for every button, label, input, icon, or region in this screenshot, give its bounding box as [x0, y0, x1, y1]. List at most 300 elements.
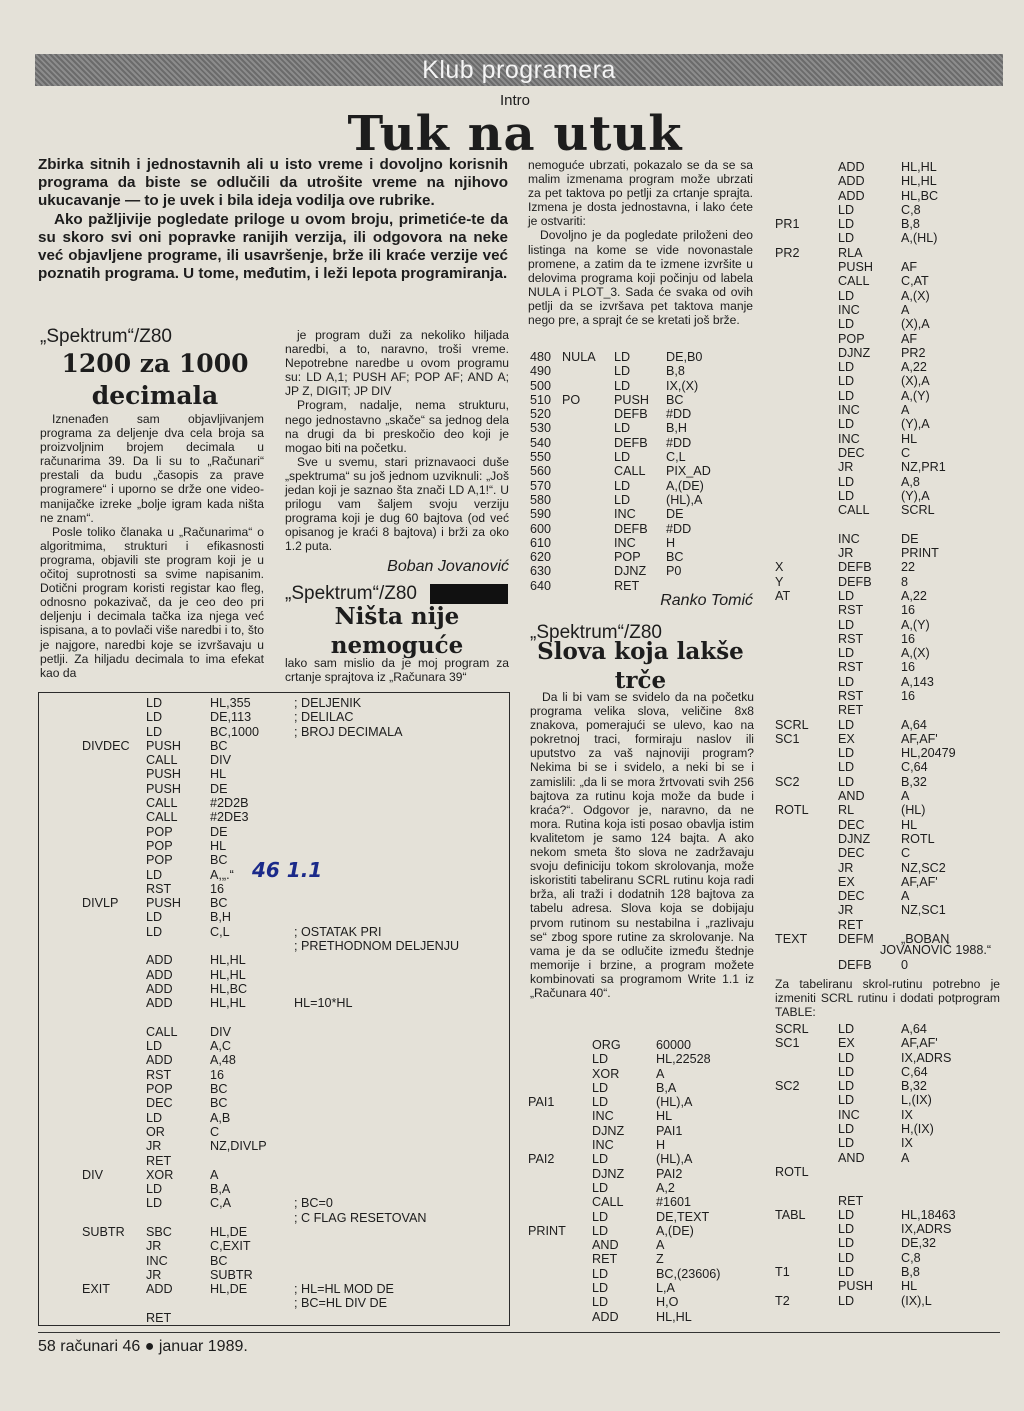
code-cell: LD: [146, 1182, 163, 1197]
code-cell: POP: [146, 1082, 173, 1097]
code-cell: LD: [838, 417, 855, 432]
code-cell: DEFB: [838, 560, 872, 575]
code-cell: 16: [901, 603, 916, 618]
code-cell: 16: [210, 881, 225, 896]
code-cell: LD: [838, 317, 855, 332]
redaction-box: [430, 584, 508, 604]
code-cell: RET: [838, 917, 864, 932]
code-cell: A,(Y): [901, 388, 930, 403]
code-cell: A,(HL): [901, 231, 938, 246]
code-cell: DE: [666, 507, 684, 522]
article1-paragraph: Sve u svemu, stari priznavaoci duše „spektruma“ su još jednom uzviknuli: „Još jedan koji je saznao šta znači LD A,1!“. U prilogu vam šaljem svoju verziju programa koji je dug 60 bajtova (od već opisanog je kraći 8 bajtova) i brži za oko 1.2 puta.: [285, 454, 509, 554]
code-cell: LD: [838, 374, 855, 389]
code-line: [775, 1194, 1000, 1208]
code-cell: B,A: [210, 1182, 231, 1197]
code-cell: PAI1: [528, 1095, 555, 1110]
page-footer: 58 računari 46 ● januar 1989.: [38, 1338, 248, 1355]
code-cell: DE: [210, 824, 228, 839]
code-cell: NZ,SC2: [901, 860, 946, 875]
code-cell: 16: [210, 1067, 225, 1082]
code-cell: #DD: [666, 435, 692, 450]
code-cell: A,(Y): [901, 617, 930, 632]
code-cell: DIV: [210, 1024, 231, 1039]
code-cell: LD: [838, 1250, 855, 1265]
code-cell: AF,AF': [901, 1036, 938, 1051]
code-cell: DEFB: [838, 574, 872, 589]
code-line: [82, 1096, 502, 1110]
code-line: [530, 1152, 755, 1166]
code-cell: A,22: [901, 588, 927, 603]
code-cell: XOR: [592, 1066, 620, 1081]
code-line: [775, 489, 1000, 503]
code-cell: H: [666, 535, 676, 550]
lead-paragraph: Zbirka sitnih i jednostavnih ali u isto vreme i dovoljno korisnih programa da biste se odlučili da utrošite vreme na njihovo ukucavanje — to je uvek i bila ideja vodilja ove rubrike.: [38, 156, 508, 210]
code-line: [82, 796, 502, 810]
code-cell: HL,355: [210, 696, 251, 710]
code-cell: A: [210, 1167, 219, 1182]
code-cell: EX: [838, 874, 855, 889]
code-cell: LD: [838, 360, 855, 375]
code-cell: DJNZ: [838, 831, 871, 846]
code-cell: DE,B0: [666, 350, 703, 364]
code-cell: ADD: [146, 996, 173, 1011]
article2-author: Ranko Tomić: [660, 592, 753, 609]
code-cell: BC: [210, 738, 228, 753]
code-line: [530, 1210, 755, 1224]
code-cell: A: [901, 403, 910, 418]
code-line: [82, 953, 502, 967]
code-cell: LD: [146, 910, 163, 925]
code-cell: HL: [210, 767, 227, 782]
code-line: [82, 839, 502, 853]
code-cell: SUBTR: [210, 1267, 253, 1282]
code-line: [530, 393, 755, 407]
code-cell: P0: [666, 564, 682, 579]
code-cell: DEFM: [838, 932, 874, 947]
code-cell: DE,113: [210, 710, 252, 725]
code-line: [530, 507, 755, 521]
code-cell: 550: [530, 450, 552, 465]
code-cell: INC: [838, 1107, 860, 1122]
code-cell: C,L: [210, 924, 230, 939]
code-cell: AF,AF': [901, 731, 938, 746]
code-line: [775, 846, 1000, 860]
code-line: [530, 436, 755, 450]
code-cell: DIV: [210, 753, 231, 768]
code-cell: LD: [146, 1196, 163, 1211]
code-cell: PR2: [901, 345, 926, 360]
code-cell: B,8: [901, 1265, 920, 1280]
code-line: [82, 925, 502, 939]
code-cell: 16: [901, 660, 916, 675]
lead-paragraph: Ako pažljivije pogledate priloge u ovom broju, primetiće-te da su skoro svi oni popravke ranijih verzija, ili odgovora na neke već objavljene programe, ili usavršenje, brže ili kraće verzije već poznatih programa. U tome, međutim, i leži lepota programiranja.: [38, 210, 508, 283]
code-cell: HL: [210, 838, 227, 853]
code-cell: OR: [146, 1124, 165, 1139]
code-cell: LD: [592, 1180, 609, 1195]
code-cell: ROTL: [901, 831, 935, 846]
code-cell: ROTL: [775, 1164, 809, 1179]
code-line: [82, 1125, 502, 1139]
code-cell: LD: [838, 1093, 855, 1108]
code-line: [82, 739, 502, 753]
code-cell: PRINT: [528, 1223, 566, 1238]
code-cell: 630: [530, 564, 552, 579]
code-line: [775, 1294, 1000, 1308]
code-cell: HL=10*HL: [294, 996, 353, 1011]
code-cell: PUSH: [838, 1279, 873, 1294]
code-cell: LD: [838, 617, 855, 632]
code-cell: POP: [146, 824, 173, 839]
article3-body: [530, 690, 754, 1000]
code-cell: RST: [838, 603, 864, 618]
code-cell: BC: [666, 550, 684, 565]
code-line: [775, 532, 1000, 546]
code-line: [775, 546, 1000, 560]
code-line: [775, 1279, 1000, 1293]
section-header: Klub programera: [422, 56, 616, 84]
code-line: [82, 1154, 502, 1168]
code-line: [82, 1082, 502, 1096]
code-cell: CALL: [146, 753, 178, 768]
code-cell: #2D2B: [210, 796, 249, 811]
code-line: [530, 1124, 755, 1138]
code-line: [775, 575, 1000, 589]
code-cell: CALL: [614, 464, 646, 479]
code-cell: HL,18463: [901, 1207, 956, 1222]
code-line: [775, 646, 1000, 660]
code-cell: HL,HL: [210, 967, 246, 982]
code-cell: LD: [838, 202, 855, 217]
code-cell: C,AT: [901, 274, 929, 289]
code-cell: LD: [592, 1209, 609, 1224]
code-cell: A: [901, 889, 910, 904]
code-cell: INC: [838, 531, 860, 546]
code-line: [775, 475, 1000, 489]
code-line: [530, 1109, 755, 1123]
code-line: [82, 782, 502, 796]
code-cell: 480: [530, 350, 552, 364]
code-cell: X: [775, 560, 784, 575]
code-cell: BC: [210, 896, 228, 911]
code-cell: XOR: [146, 1167, 174, 1182]
article1-paragraph: Program, nadalje, nema strukturu, nego jednostavno „skače“ sa jednog dela na drugi da bi preskočio deo koji je mogao biti na početku.: [285, 398, 509, 455]
code-line: [775, 332, 1000, 346]
code-cell: 620: [530, 550, 552, 565]
code-cell: RET: [146, 1310, 172, 1325]
code-line: [530, 479, 755, 493]
code-cell: A: [901, 302, 910, 317]
code-cell: ; DELILAC: [294, 710, 354, 725]
code-line: [530, 1224, 755, 1238]
code-cell: HL: [901, 431, 918, 446]
code-cell: LD: [838, 1293, 855, 1308]
article1-paragraph: je program duži za nekoliko hiljada naredbi, a to, naravno, troši vreme. Nepotrebne naredbe u ovom programu su: LD A,1; PUSH AF; POP AF; AND A; JP Z, DIGIT; JP DIV: [285, 328, 509, 399]
code-cell: NULA: [562, 350, 596, 364]
code-line: [775, 374, 1000, 388]
code-line: [775, 1165, 1000, 1179]
code-cell: LD: [838, 1022, 855, 1036]
code-line: [530, 536, 755, 550]
code-cell: A,48: [210, 1053, 236, 1068]
code-line: [82, 996, 502, 1010]
code-cell: LD: [838, 231, 855, 246]
code-line: [82, 1311, 502, 1325]
code-cell: PUSH: [146, 781, 181, 796]
code-cell: 580: [530, 492, 552, 507]
code-cell: JR: [838, 546, 854, 561]
code-cell: AF: [901, 260, 918, 275]
code-cell: C: [901, 846, 911, 861]
code-cell: LD: [146, 924, 163, 939]
code-cell: LD: [838, 1079, 855, 1094]
code-cell: PAI2: [528, 1152, 555, 1167]
code-line: [530, 1252, 755, 1266]
code-line: [530, 522, 755, 536]
code-cell: ADD: [146, 1053, 173, 1068]
code-line: [82, 1025, 502, 1039]
code-cell: A: [901, 1150, 910, 1165]
code-cell: Z: [656, 1252, 664, 1267]
code-cell: RST: [146, 1067, 172, 1082]
code-cell: A: [656, 1066, 665, 1081]
code-cell: INC: [614, 535, 636, 550]
code-cell: CALL: [592, 1195, 624, 1210]
code-cell: LD: [592, 1152, 609, 1167]
code-line: [530, 1052, 755, 1066]
code-cell: POP: [146, 853, 173, 868]
code-line: [82, 1182, 502, 1196]
code-line: [530, 1238, 755, 1252]
code-line: [775, 903, 1000, 917]
code-cell: (HL),A: [656, 1095, 693, 1110]
code-cell: HL: [656, 1109, 673, 1124]
code-line: [775, 660, 1000, 674]
article2-paragraph: nemoguće ubrzati, pokazalo se da se sa malim izmenama program može ubrzati za pet taktova po petlji za crtanje sprajta. Izmena je dosta jednostavna, i lako ćete je ostvariti:: [528, 158, 753, 229]
code-cell: AT: [775, 588, 791, 603]
code-cell: PIX_AD: [666, 464, 711, 479]
code-cell: TABL: [775, 1207, 806, 1222]
code-cell: A,(DE): [656, 1223, 694, 1238]
code-line: [530, 1167, 755, 1181]
code-cell: C: [210, 1124, 220, 1139]
code-cell: LD: [592, 1266, 609, 1281]
code-line: [530, 1281, 755, 1295]
code-cell: HL: [901, 1279, 918, 1294]
code-line: [775, 1022, 1000, 1036]
article1-col2: [285, 328, 509, 554]
code-cell: A,143: [901, 674, 934, 689]
code-cell: 600: [530, 521, 552, 536]
code-cell: ; DELJENIK: [294, 696, 362, 710]
code-cell: HL,HL: [901, 174, 937, 189]
code-cell: SC2: [775, 774, 800, 789]
code-cell: 510: [530, 392, 552, 407]
code-line: [775, 875, 1000, 889]
code-cell: NZ,SC1: [901, 903, 946, 918]
code-cell: ADD: [146, 967, 173, 982]
code-cell: RET: [146, 1153, 172, 1168]
code-cell: L,(IX): [901, 1093, 932, 1108]
code-cell: RST: [838, 631, 864, 646]
code-cell: DE: [901, 531, 919, 546]
code-line: [82, 1011, 502, 1025]
code-cell: NZ,PR1: [901, 460, 946, 475]
code-cell: LD: [614, 378, 631, 393]
code-cell: #DD: [666, 521, 692, 536]
code-cell: ; HL=HL MOD DE: [294, 1282, 394, 1297]
code-cell: ; BC=HL DIV DE: [294, 1296, 387, 1311]
code-cell: PUSH: [146, 896, 181, 911]
code-cell: #1601: [656, 1195, 692, 1210]
code-line: [82, 1168, 502, 1182]
code-cell: POP: [614, 550, 641, 565]
code-cell: AND: [838, 1150, 865, 1165]
code-cell: B,H: [210, 910, 231, 925]
code-cell: JR: [146, 1139, 162, 1154]
code-cell: A,„.“: [210, 867, 234, 882]
code-line: [775, 1265, 1000, 1279]
code-line: [530, 1081, 755, 1095]
code-line: [775, 746, 1000, 760]
code-cell: „BOBAN: [901, 932, 950, 947]
code-cell: (Y),A: [901, 488, 930, 503]
handwritten-note: 46 1.1: [252, 858, 323, 882]
code-line: [775, 246, 1000, 260]
code-cell: B,32: [901, 1079, 927, 1094]
code-cell: LD: [146, 696, 163, 710]
code-cell: DIVDEC: [82, 738, 130, 753]
code-line: [775, 360, 1000, 374]
code-line: [82, 982, 502, 996]
code-cell: LD: [614, 350, 631, 364]
code-cell: RET: [592, 1252, 618, 1267]
code-line: [82, 1296, 502, 1310]
code-cell: PUSH: [146, 767, 181, 782]
code-cell: HL,DE: [210, 1224, 248, 1239]
code-line: [82, 896, 502, 910]
code-cell: 560: [530, 464, 552, 479]
code-cell: LD: [146, 724, 163, 739]
code-cell: LD: [838, 1207, 855, 1222]
code-line: [530, 1295, 755, 1309]
code-line: [530, 579, 755, 593]
code-cell: RET: [838, 703, 864, 718]
code-cell: NZ,DIVLP: [210, 1139, 267, 1154]
code-line: [530, 421, 755, 435]
code-cell: ; BROJ DECIMALA: [294, 724, 403, 739]
code-line: [775, 189, 1000, 203]
code-cell: 520: [530, 407, 552, 422]
code-cell: HL,HL: [901, 160, 937, 174]
code-line: [775, 603, 1000, 617]
code-line: [530, 1267, 755, 1281]
code-line: [82, 1282, 502, 1296]
code-cell: BC: [210, 853, 228, 868]
code-cell: 570: [530, 478, 552, 493]
code-cell: Y: [775, 574, 784, 589]
code-cell: LD: [838, 1136, 855, 1151]
code-cell: LD: [838, 474, 855, 489]
code-cell: LD: [838, 1236, 855, 1251]
code-cell: ; PRETHODNOM DELJENJU: [294, 939, 460, 954]
code-cell: LD: [592, 1080, 609, 1095]
code-cell: C,8: [901, 202, 921, 217]
code-cell: A,B: [210, 1110, 231, 1125]
code-cell: DEC: [838, 889, 865, 904]
code-cell: DJNZ: [592, 1166, 625, 1181]
code-cell: BC: [666, 392, 684, 407]
code-cell: RST: [838, 688, 864, 703]
code-cell: DIVLP: [82, 896, 119, 911]
code-cell: INC: [146, 1253, 168, 1268]
code-cell: 16: [901, 688, 916, 703]
code-cell: LD: [614, 421, 631, 436]
code-cell: LD: [592, 1295, 609, 1310]
code-cell: RL: [838, 803, 855, 818]
code-cell: B,A: [656, 1080, 677, 1095]
code-line: [775, 1051, 1000, 1065]
code-cell: ADD: [838, 160, 865, 174]
code-cell: ADD: [838, 174, 865, 189]
code-line: [82, 1211, 502, 1225]
code-cell: 540: [530, 435, 552, 450]
code-line: [775, 632, 1000, 646]
code-cell: LD: [146, 1110, 163, 1125]
code-cell: ; BC=0: [294, 1196, 333, 1211]
code-line: [530, 1095, 755, 1109]
article3-title: Slova koja lakše trče: [537, 638, 744, 694]
code-line: [775, 889, 1000, 903]
code-cell: HL,BC: [210, 981, 248, 996]
code-cell: LD: [614, 450, 631, 465]
code-cell: PUSH: [838, 260, 873, 275]
code-cell: SC1: [775, 731, 800, 746]
code-line: [775, 260, 1000, 274]
code-cell: DJNZ: [592, 1123, 625, 1138]
article2-section: „Spektrum“/Z80: [285, 583, 417, 604]
code-cell: DJNZ: [838, 345, 871, 360]
code-line: [530, 1310, 755, 1324]
code-line: [775, 1208, 1000, 1222]
page-title: Tuk na utuk: [347, 106, 683, 162]
article3-defb-op: DEFB: [838, 958, 872, 972]
code-line: [775, 789, 1000, 803]
code-cell: 16: [901, 631, 916, 646]
code-cell: BC,1000: [210, 724, 260, 739]
code-line: [775, 432, 1000, 446]
code-line: [82, 753, 502, 767]
code-line: [775, 1036, 1000, 1050]
code-cell: 610: [530, 535, 552, 550]
code-cell: BC,(23606): [656, 1266, 721, 1281]
code-cell: 640: [530, 578, 552, 593]
code-cell: (X),A: [901, 317, 930, 332]
article2-paragraph: Dovoljno je da pogledate priloženi deo listinga na kome se vide novonastale promene, a zatim da te izmene izvršite u delovima programa koji počinju od labela NULA i PLOT_3. Sada će svaka od ovih petlji da se izvršava pet taktova manje nego pre, a sprajt će se kretati još brže.: [528, 228, 753, 328]
code-cell: JR: [146, 1267, 162, 1282]
code-line: [82, 767, 502, 781]
code-line: [775, 818, 1000, 832]
code-line: [775, 460, 1000, 474]
code-cell: SC2: [775, 1079, 800, 1094]
code-cell: #DD: [666, 407, 692, 422]
code-cell: (HL),A: [666, 492, 703, 507]
code-cell: BC: [210, 1096, 228, 1111]
code-cell: C,64: [901, 1064, 928, 1079]
code-cell: B,8: [666, 364, 685, 379]
code-cell: LD: [146, 867, 163, 882]
article2-title: Ništa nije nemoguće: [330, 603, 464, 659]
code-cell: B,H: [666, 421, 687, 436]
